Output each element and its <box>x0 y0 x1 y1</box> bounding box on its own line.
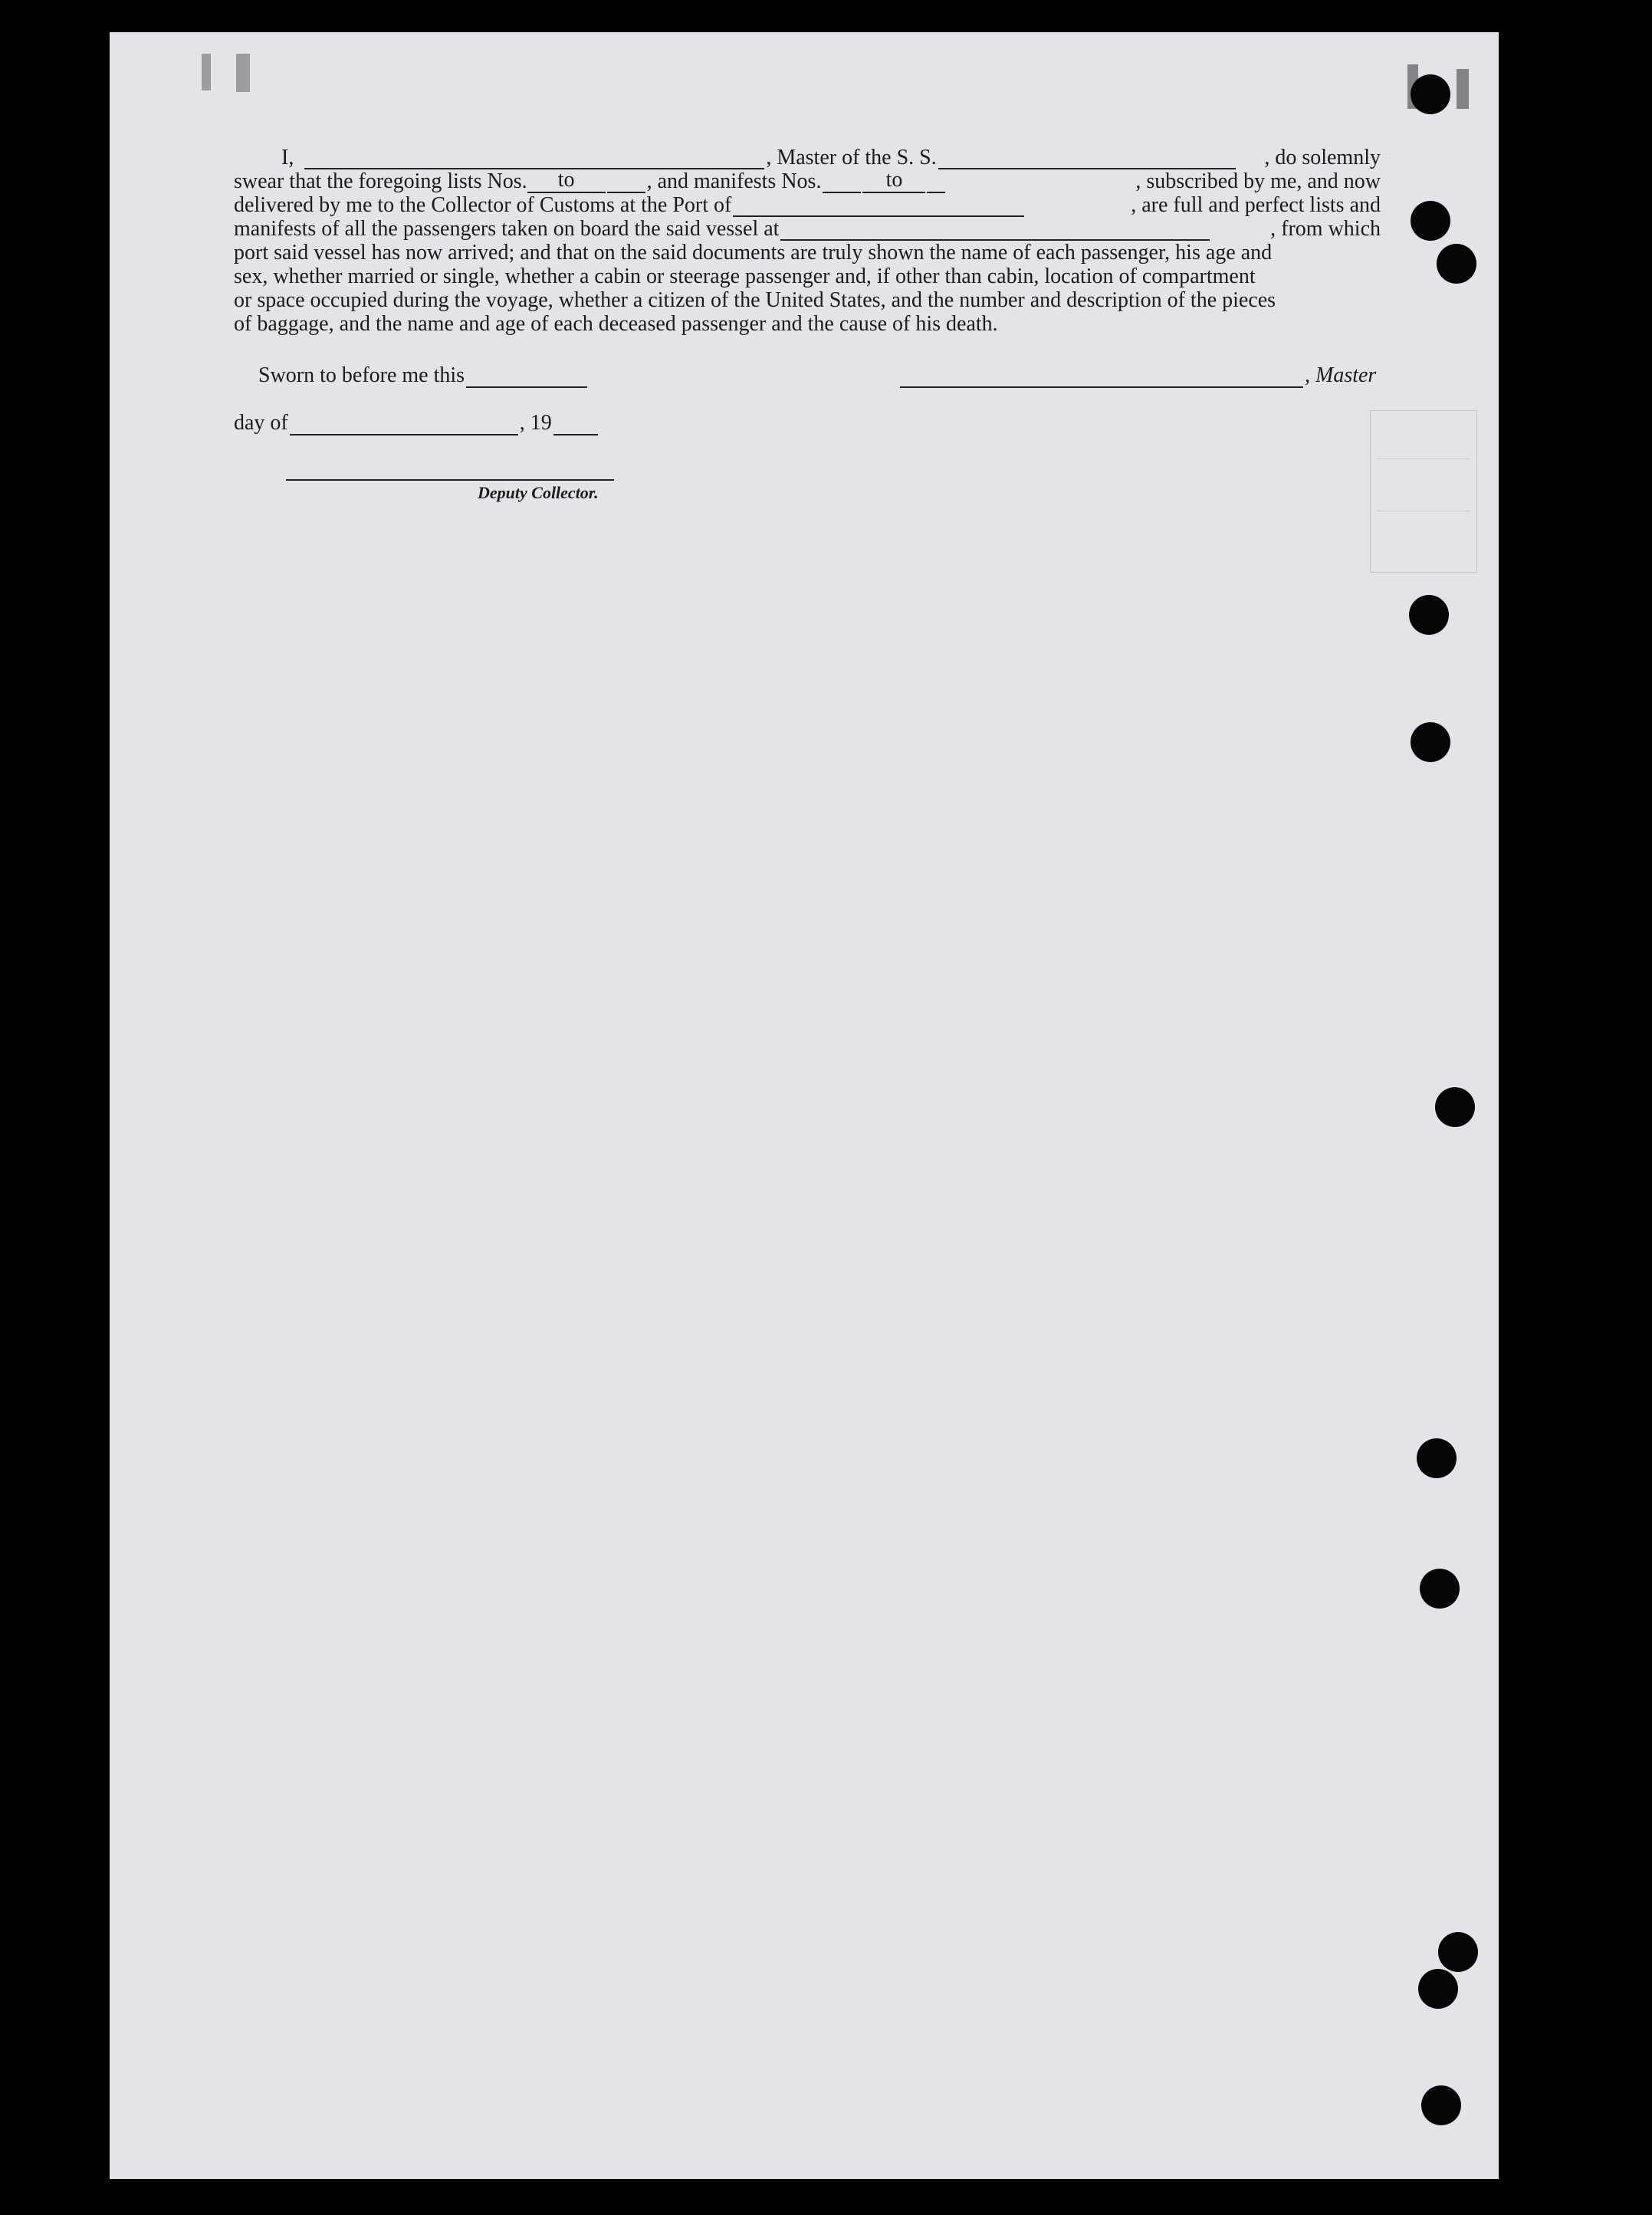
punch-hole <box>1411 722 1450 762</box>
oath-line-1: I, , Master of the S. S. , do solemnly <box>281 146 1381 169</box>
punch-hole <box>1418 1969 1458 2009</box>
punch-hole <box>1417 1438 1457 1478</box>
punch-hole <box>1409 595 1449 635</box>
oath-paragraph <box>234 146 1381 336</box>
manifest-nos-from-blank[interactable] <box>823 176 861 193</box>
list-nos-to-blank[interactable] <box>607 176 645 193</box>
ship-name-blank[interactable] <box>938 153 1236 169</box>
list-nos-from-blank[interactable]: to <box>527 168 606 193</box>
punch-hole <box>1438 1932 1478 1972</box>
oath-line-8: of baggage, and the name and age of each deceased passenger and the cause of his death. <box>234 312 998 336</box>
oath-line-2: swear that the foregoing lists Nos. to , and manifests Nos. to , subscribed by me, and now <box>234 168 1381 193</box>
master-name-blank[interactable] <box>304 153 764 169</box>
scan-mark <box>236 54 250 92</box>
departure-port-blank[interactable] <box>780 224 1210 241</box>
document-page <box>110 32 1499 2179</box>
month-blank[interactable] <box>290 419 518 435</box>
oath-line-6: sex, whether married or single, whether a cabin or steerage passenger and, if other than cabin, location of compartment <box>234 265 1256 288</box>
scan-mark <box>1457 69 1469 109</box>
deputy-collector-label: Deputy Collector. <box>478 483 599 502</box>
master-signature-line: , Master <box>898 363 1376 388</box>
scan-mark <box>202 54 211 90</box>
oath-line-3: delivered by me to the Collector of Customs at the Port of , are full and perfect lists and <box>234 193 1381 217</box>
punch-hole <box>1435 1087 1475 1127</box>
day-of-line: day of , 19 <box>234 411 599 435</box>
manifest-nos-end-blank[interactable] <box>927 176 945 193</box>
sworn-day-blank[interactable] <box>466 371 587 388</box>
oath-line-7: or space occupied during the voyage, whether a citizen of the United States, and the number and description of the pieces <box>234 288 1276 312</box>
punch-hole <box>1437 244 1476 284</box>
manifest-nos-to-blank[interactable]: to <box>862 168 925 193</box>
oath-line-5: port said vessel has now arrived; and that on the said documents are truly shown the name of each passenger, his age and <box>234 241 1273 265</box>
faint-stamp <box>1370 410 1477 573</box>
punch-hole <box>1420 1569 1460 1609</box>
port-blank[interactable] <box>733 200 1024 217</box>
sworn-line: Sworn to before me this <box>258 363 589 388</box>
punch-hole <box>1421 2085 1461 2125</box>
master-signature-blank[interactable] <box>900 371 1303 388</box>
oath-line-4: manifests of all the passengers taken on board the said vessel at , from which <box>234 217 1381 241</box>
punch-hole <box>1411 74 1450 114</box>
year-blank[interactable] <box>553 419 598 435</box>
deputy-signature-rule[interactable] <box>286 479 614 481</box>
punch-hole <box>1411 201 1450 241</box>
